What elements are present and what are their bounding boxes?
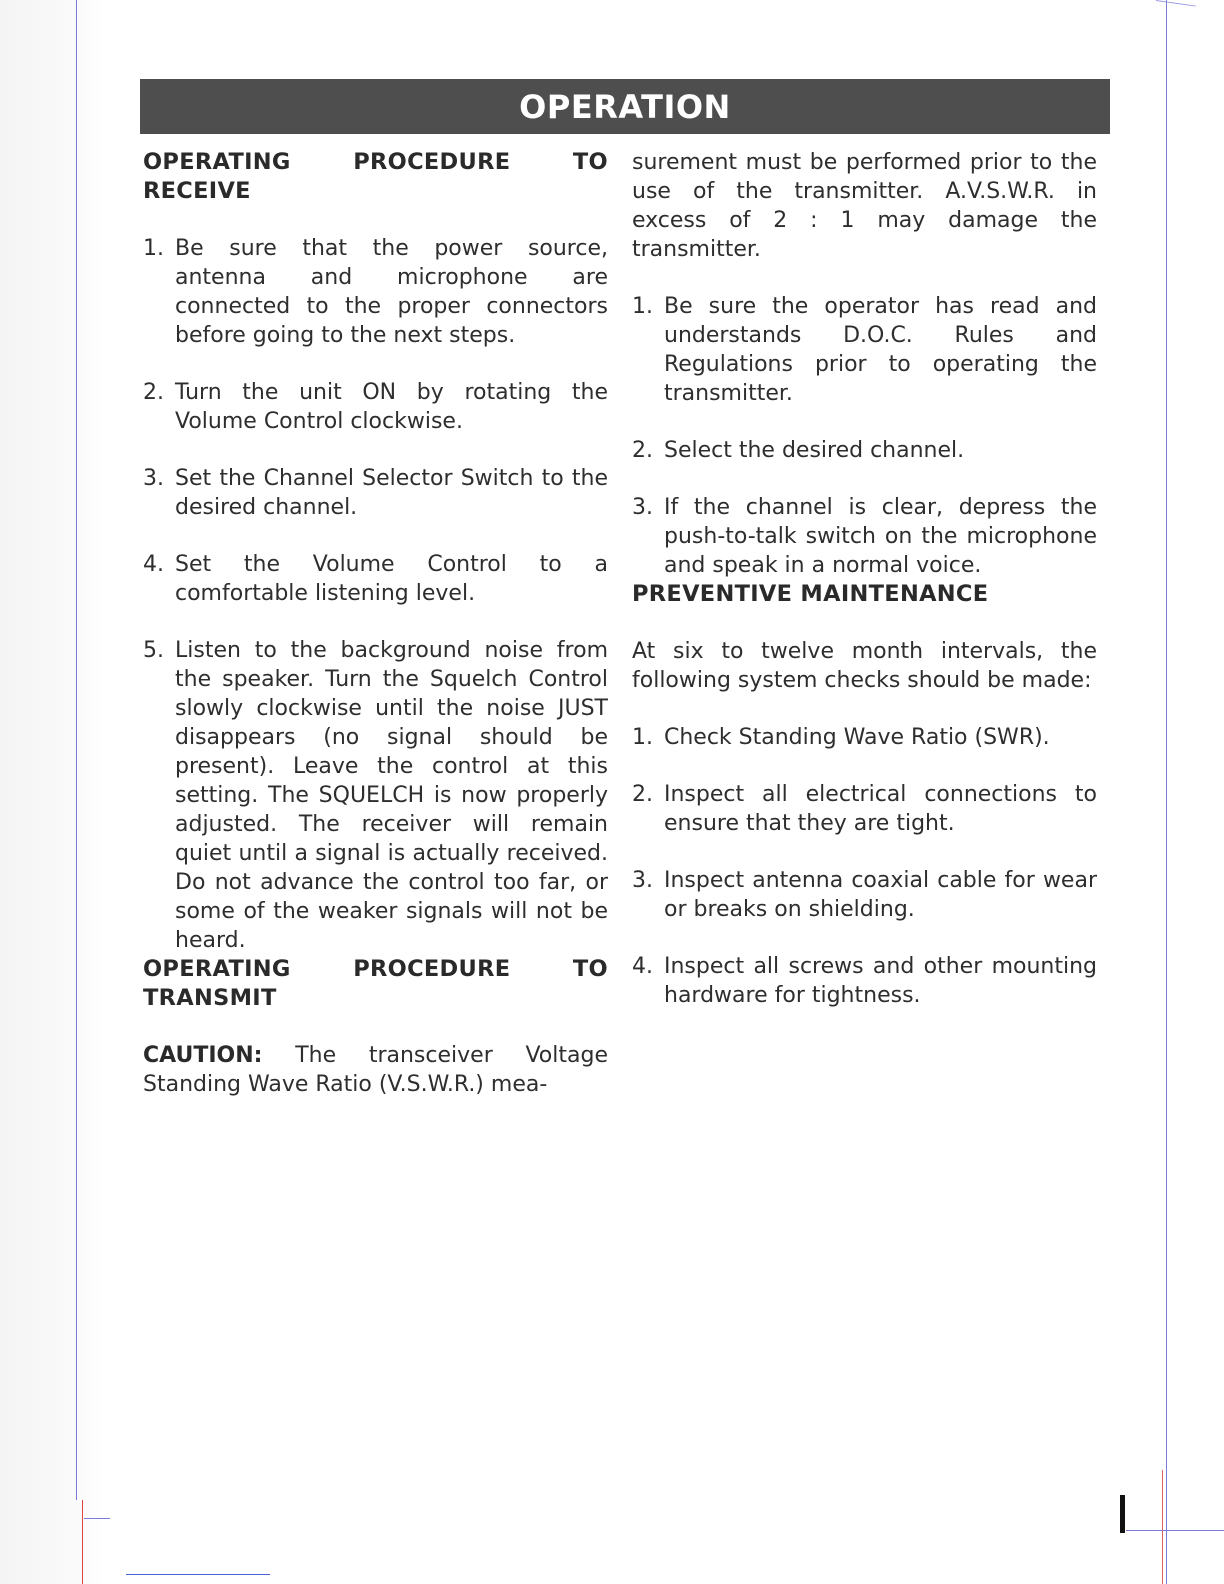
transmit-heading: OPERATING PROCEDURE TO TRANSMIT (143, 956, 608, 1011)
crop-guide-line (76, 0, 77, 1500)
step-number: 3. (632, 495, 653, 520)
step-text: If the channel is clear, depress the push-to-talk switch on the microphone and speak in a normal voice. (664, 495, 1097, 578)
list-item (143, 550, 608, 608)
caution-label: CAUTION: (143, 1043, 263, 1068)
list-item (632, 866, 1097, 924)
step-text: Inspect all electrical connections to ensure that they are tight. (664, 782, 1097, 836)
receive-heading: OPERATING PROCEDURE TO RECEIVE (143, 149, 608, 204)
list-item (143, 234, 608, 350)
step-text: Inspect antenna coaxial cable for wear or breaks on shielding. (664, 868, 1097, 922)
list-item (632, 780, 1097, 838)
step-number: 2. (143, 380, 164, 405)
crop-guide-line (1156, 0, 1196, 7)
crop-guide-line (1166, 0, 1167, 1584)
step-number: 1. (632, 294, 653, 319)
step-text: Set the Volume Control to a comfortable listening level. (175, 552, 608, 606)
step-text: Be sure that the power source, antenna and microphone are connected to the proper connectors before going to the next steps. (175, 236, 608, 348)
step-number: 2. (632, 782, 653, 807)
list-item (632, 493, 1097, 580)
crop-guide-line (126, 1574, 270, 1575)
step-text: Listen to the background noise from the speaker. Turn the Squelch Control slowly clockwise until the noise JUST disappears (no signal should be present). Leave the control at this setting. The SQUELCH is now properly adjusted. The receiver will remain quiet until a signal is actually received. Do not advance the control too far, or some of the weaker signals will not be heard. (175, 638, 608, 953)
list-item (143, 464, 608, 522)
step-number: 1. (632, 725, 653, 750)
crop-guide-line (1126, 1530, 1224, 1531)
maintenance-intro: At six to twelve month intervals, the following system checks should be made: (632, 639, 1097, 693)
crop-guide-line (84, 1518, 110, 1519)
maintenance-heading: PREVENTIVE MAINTENANCE (632, 581, 989, 607)
step-text: Set the Channel Selector Switch to the desired channel. (175, 466, 608, 520)
step-number: 4. (143, 552, 164, 577)
caution-text: The transceiver Voltage Standing Wave Ratio (V.S.W.R.) mea- (143, 1043, 608, 1097)
right-column (632, 148, 1097, 1010)
page-title: OPERATION (519, 87, 731, 126)
step-number: 5. (143, 638, 164, 663)
step-number: 1. (143, 236, 164, 261)
caution-continued: surement must be performed prior to the use of the transmitter. A.V.S.W.R. in excess of 2 : 1 may damage the transmitter. (632, 150, 1097, 262)
step-number: 4. (632, 954, 653, 979)
step-number: 2. (632, 438, 653, 463)
list-item (143, 378, 608, 436)
step-text: Turn the unit ON by rotating the Volume Control clockwise. (175, 380, 608, 434)
step-text: Check Standing Wave Ratio (SWR). (664, 725, 1050, 750)
step-number: 3. (143, 466, 164, 491)
list-item (632, 952, 1097, 1010)
left-column (143, 148, 608, 1099)
crop-guide-line (1162, 1470, 1163, 1584)
list-item (632, 292, 1097, 408)
maintenance-steps-list (632, 723, 1097, 1010)
step-text: Be sure the operator has read and understands D.O.C. Rules and Regulations prior to operating the transmitter. (664, 294, 1097, 406)
step-text: Inspect all screws and other mounting hardware for tightness. (664, 954, 1097, 1008)
section-banner (140, 79, 1110, 134)
crop-guide-line (82, 1500, 83, 1584)
list-item (632, 723, 1097, 752)
step-text: Select the desired channel. (664, 438, 965, 463)
list-item (632, 436, 1097, 465)
caution-paragraph (143, 1041, 608, 1099)
page-edge-mark (1120, 1495, 1125, 1533)
scan-shadow (0, 0, 104, 1584)
receive-steps-list (143, 234, 608, 955)
step-number: 3. (632, 868, 653, 893)
transmit-steps-list (632, 292, 1097, 580)
list-item (143, 636, 608, 955)
